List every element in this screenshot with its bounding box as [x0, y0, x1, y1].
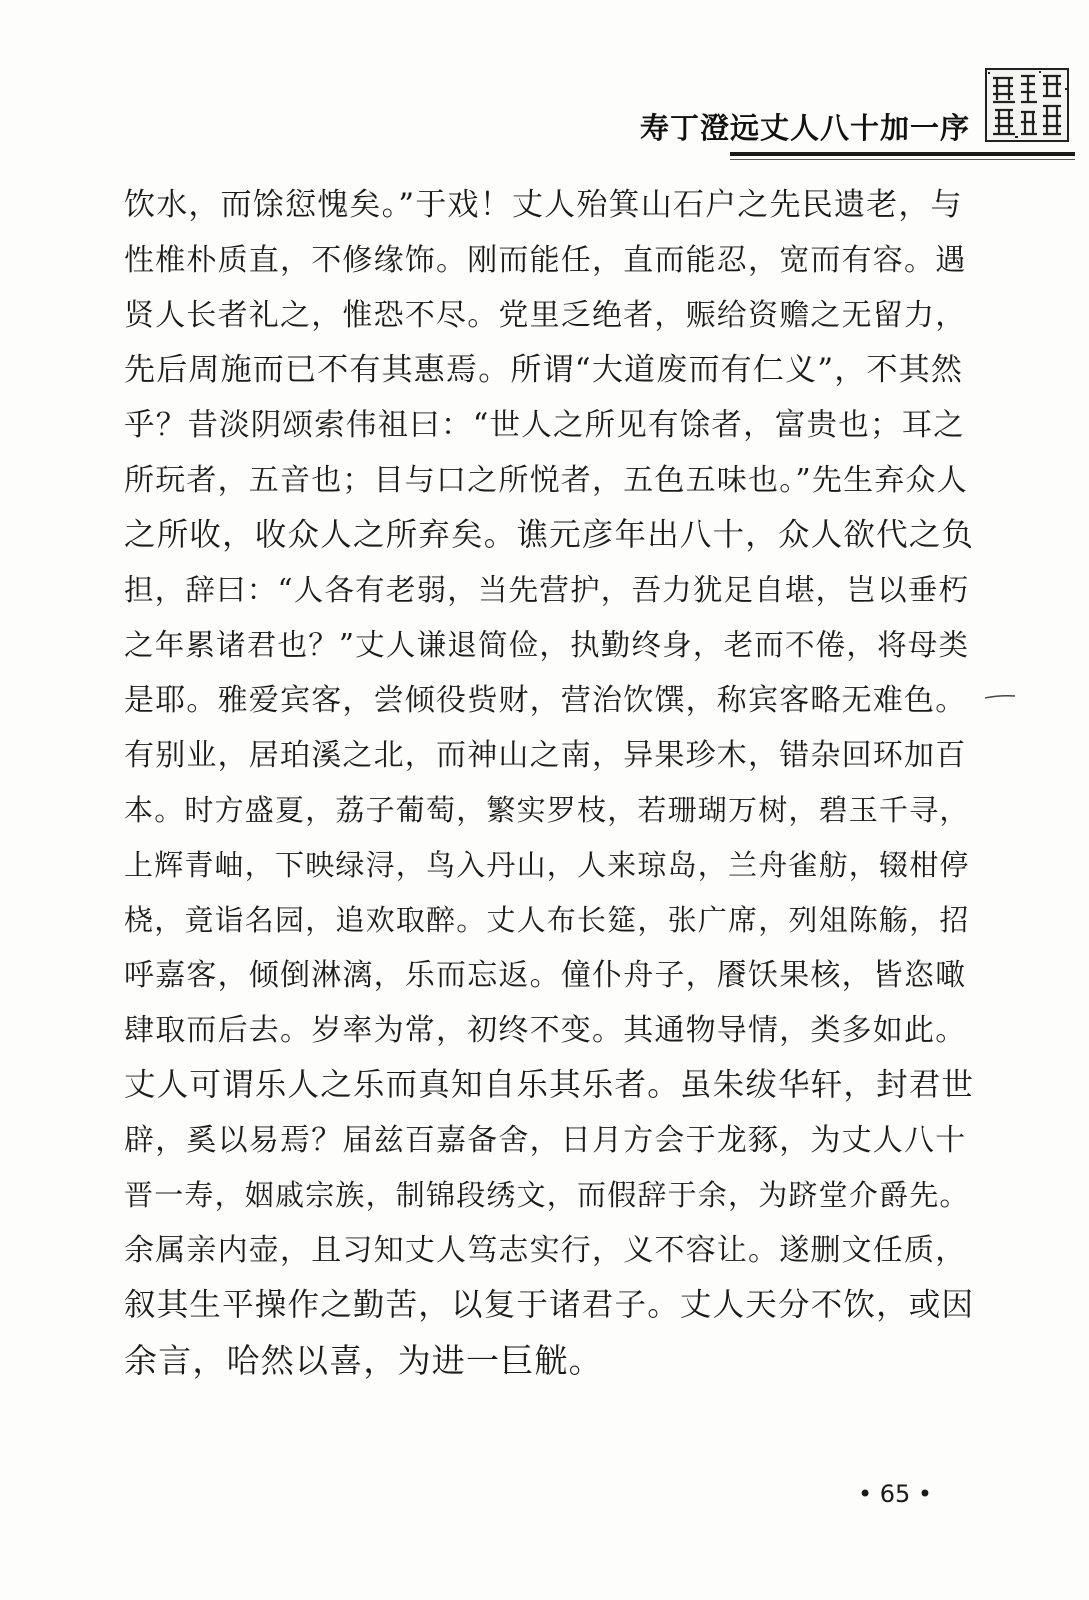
page-number: • 65 •	[857, 1480, 933, 1508]
text-line: 叙其生平操作之勤苦，以复于诸君子。丈人天分不饮，或因	[124, 1287, 975, 1323]
text-line: 上辉青岫，下映绿浔，鸟入丹山，人来琼岛，兰舟雀舫，辍柑停	[124, 848, 970, 882]
text-line: 性椎朴质直，不修缘饰。刚而能任，直而能忍，宽而有容。遇	[124, 243, 967, 278]
text-line: 乎？昔淡阴颂索伟祖曰：“世人之所见有馀者，富贵也；耳之	[124, 408, 965, 443]
seal-stamp-icon	[985, 68, 1069, 142]
text-line: 晋一寿，姻戚宗族，制锦段绣文，而假辞于余，为跻堂介爵先。	[124, 1178, 970, 1212]
text-line: 之所收，收众人之所弃矣。谯元彦年出八十，众人欲代之负	[124, 517, 975, 553]
text-line: 担，辞曰：“人各有老弱，当先营护，吾力犹足自堪，岂以垂朽	[124, 573, 970, 607]
body-text	[124, 178, 974, 1388]
text-line: 所玩者，五音也；目与口之所悦者，五色五味也。”先生弃众人	[124, 463, 968, 498]
text-line: 有别业，居珀溪之北，而神山之南，异果珍木，错杂回环加百	[124, 738, 967, 773]
text-line: 肆取而后去。岁率为常，初终不变。其通物导情，类多如此。	[124, 1013, 967, 1048]
margin-mark-icon	[985, 695, 1015, 699]
text-line: 桡，竟诣名园，追欢取醉。丈人布长筵，张广席，列俎陈觞，招	[124, 903, 970, 937]
text-line: 呼嘉客，倾倒淋漓，乐而忘返。僮仆舟子，餍饫果核，皆恣噉	[124, 958, 967, 993]
text-line: 先后周施而已不有其惠焉。所谓“大道废而有仁义”，不其然	[124, 352, 964, 388]
text-line: 饮水，而馀愆愧矣。”于戏！丈人殆箕山石户之先民遗老，与	[124, 187, 963, 223]
text-line: 余言，哈然以喜，为进一巨觥。	[124, 1341, 603, 1380]
text-line: 之年累诸君也？”丈人谦退简俭，执勤终身，老而不倦，将母类	[124, 628, 970, 662]
text-line: 贤人长者礼之，惟恐不尽。党里乏绝者，赈给资赡之无留力，	[124, 298, 967, 333]
text-line: 是耶。雅爱宾客，尝倾役赀财，营治饮馔，称宾客略无难色。	[124, 683, 967, 718]
running-header-title: 寿丁澄远丈人八十加一序	[640, 111, 971, 145]
header-rule	[730, 152, 1075, 156]
text-line: 余属亲内壶，且习知丈人笃志实行，义不容让。遂删文任质，	[124, 1233, 967, 1268]
text-line: 本。时方盛夏，荔子葡萄，繁实罗枝，若珊瑚万树，碧玉千寻，	[124, 793, 970, 827]
text-line: 辟，奚以易焉？届兹百嘉备舍，日月方会于龙豩，为丈人八十	[124, 1123, 967, 1158]
header-rule-thin	[730, 159, 1075, 160]
text-line: 丈人可谓乐人之乐而真知自乐其乐者。虽朱绂华轩，封君世	[124, 1067, 975, 1103]
